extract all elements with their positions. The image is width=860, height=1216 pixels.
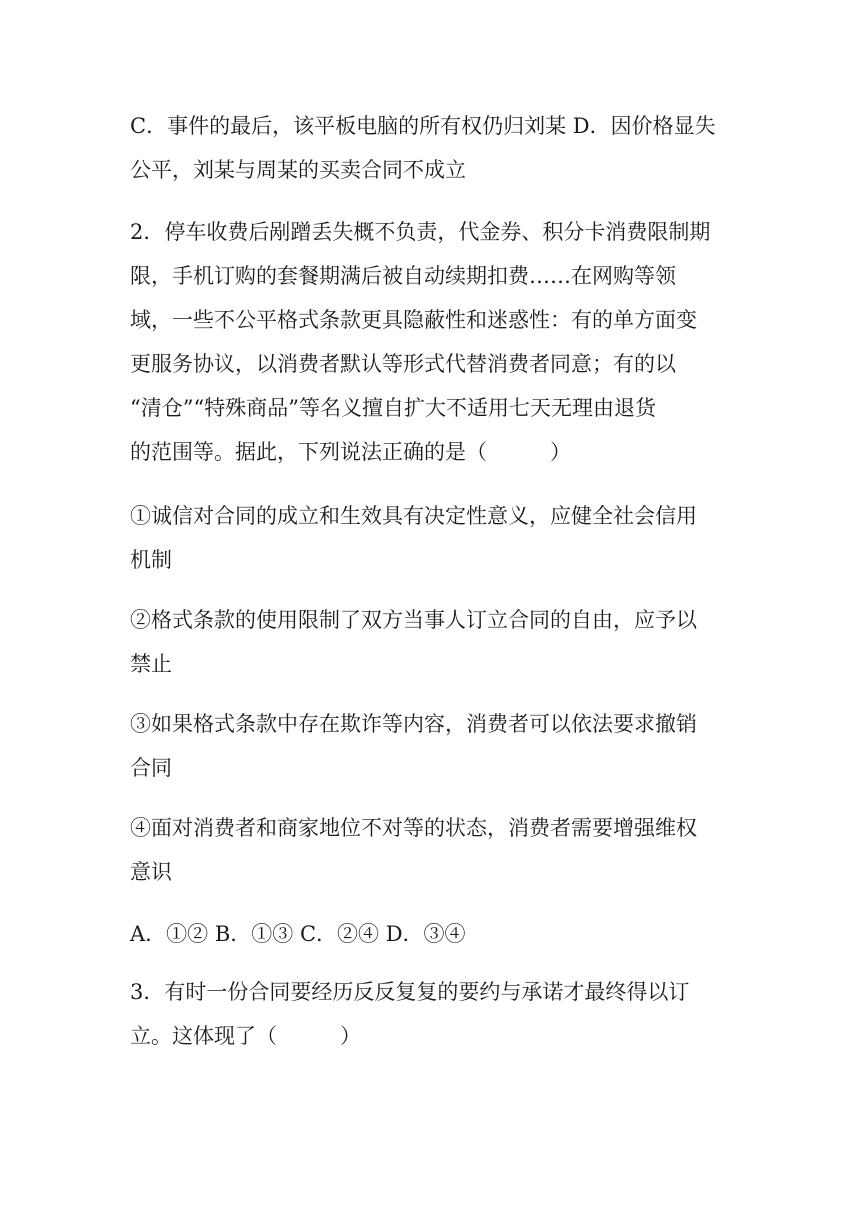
option-c-d-paragraph: [130, 104, 730, 192]
text-line: 立。这体现了（ ）: [130, 1024, 361, 1048]
text-line: 2．停车收费后剐蹭丢失概不负责，代金券、积分卡消费限制期: [130, 220, 711, 244]
statement-4: [130, 806, 730, 894]
text-line: 公平，刘某与周某的买卖合同不成立: [130, 158, 466, 182]
statement-2: [130, 598, 730, 686]
statement-1: [130, 494, 730, 582]
text-line: 意识: [130, 860, 172, 884]
text-line: ④面对消费者和商家地位不对等的状态，消费者需要增强维权: [130, 816, 697, 840]
text-line: 更服务协议，以消费者默认等形式代替消费者同意；有的以: [130, 352, 676, 376]
text-line: 禁止: [130, 652, 172, 676]
text-line: ②格式条款的使用限制了双方当事人订立合同的自由，应予以: [130, 608, 697, 632]
text-line: 域，一些不公平格式条款更具隐蔽性和迷惑性：有的单方面变: [130, 308, 697, 332]
text-line: 的范围等。据此，下列说法正确的是（ ）: [130, 440, 571, 464]
question-2-options: [130, 912, 730, 956]
question-3-stem: [130, 970, 730, 1058]
text-line: ①诚信对合同的成立和生效具有决定性意义，应健全社会信用: [130, 504, 697, 528]
question-2-stem: [130, 210, 730, 474]
text-line: 合同: [130, 756, 172, 780]
text-line: 限，手机订购的套餐期满后被自动续期扣费……在网购等领: [130, 264, 676, 288]
statement-3: [130, 702, 730, 790]
text-line: 3．有时一份合同要经历反反复复的要约与承诺才最终得以订: [130, 980, 690, 1004]
text-line: A．①② B．①③ C．②④ D．③④: [130, 922, 466, 946]
text-line: ③如果格式条款中存在欺诈等内容，消费者可以依法要求撤销: [130, 712, 697, 736]
text-line: C．事件的最后，该平板电脑的所有权仍归刘某 D．因价格显失: [130, 114, 716, 138]
text-line: 机制: [130, 548, 172, 572]
text-line: “清仓”“特殊商品”等名义擅自扩大不适用七天无理由退货: [130, 396, 656, 420]
